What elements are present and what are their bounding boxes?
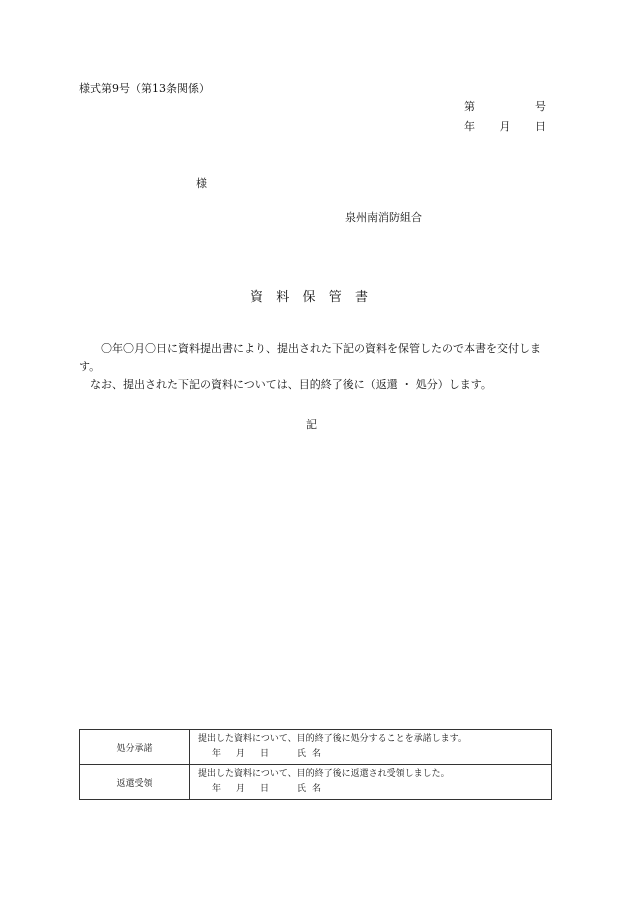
date-year: 年 bbox=[464, 120, 475, 133]
table-row bbox=[80, 765, 552, 800]
date-name-line bbox=[198, 747, 551, 762]
title-char: 管 bbox=[328, 290, 342, 305]
title-char: 資 bbox=[250, 290, 264, 305]
day-label: 日 bbox=[260, 784, 270, 794]
year-label: 年 bbox=[212, 749, 222, 759]
row-statement: 提出した資料について、目的終了後に処分することを承諾します。 bbox=[198, 734, 467, 744]
day-label: 日 bbox=[260, 749, 270, 759]
table-row bbox=[80, 730, 552, 765]
date-day: 日 bbox=[535, 120, 546, 133]
row-label: 返還受領 bbox=[80, 765, 190, 800]
acknowledgement-table bbox=[79, 729, 552, 800]
name-label-1: 氏 bbox=[297, 784, 307, 794]
title-char: 保 bbox=[302, 290, 316, 305]
issuer-name: 泉州南消防組合 bbox=[345, 211, 422, 224]
title-char: 書 bbox=[354, 290, 368, 305]
body-paragraph-2: なお、提出された下記の資料については、目的終了後に（返還 ・ 処分）します。 bbox=[90, 378, 492, 391]
year-label: 年 bbox=[212, 784, 222, 794]
row-content bbox=[190, 765, 552, 800]
row-statement: 提出した資料について、目的終了後に返還され受領しました。 bbox=[198, 769, 450, 779]
row-label: 処分承諾 bbox=[80, 730, 190, 765]
page-title bbox=[250, 286, 368, 305]
recipient-honorific: 様 bbox=[196, 177, 207, 190]
document-date bbox=[464, 118, 546, 134]
number-prefix: 第 bbox=[464, 100, 475, 113]
number-suffix: 号 bbox=[535, 100, 546, 113]
date-month: 月 bbox=[499, 120, 511, 133]
form-reference: 様式第9号（第13条関係） bbox=[79, 82, 210, 95]
month-label: 月 bbox=[236, 784, 246, 794]
body-paragraph-1: 〇年〇月〇日に資料提出書により、提出された下記の資料を保管したので本書を交付します。 bbox=[79, 342, 541, 373]
name-label-2: 名 bbox=[312, 749, 322, 759]
document-number bbox=[464, 98, 546, 114]
month-label: 月 bbox=[236, 749, 246, 759]
row-content bbox=[190, 730, 552, 765]
date-name-line bbox=[198, 782, 551, 797]
name-label-1: 氏 bbox=[297, 749, 307, 759]
body-text bbox=[79, 340, 554, 394]
title-char: 料 bbox=[276, 290, 290, 305]
name-label-2: 名 bbox=[312, 784, 322, 794]
ki-heading: 記 bbox=[306, 418, 317, 431]
